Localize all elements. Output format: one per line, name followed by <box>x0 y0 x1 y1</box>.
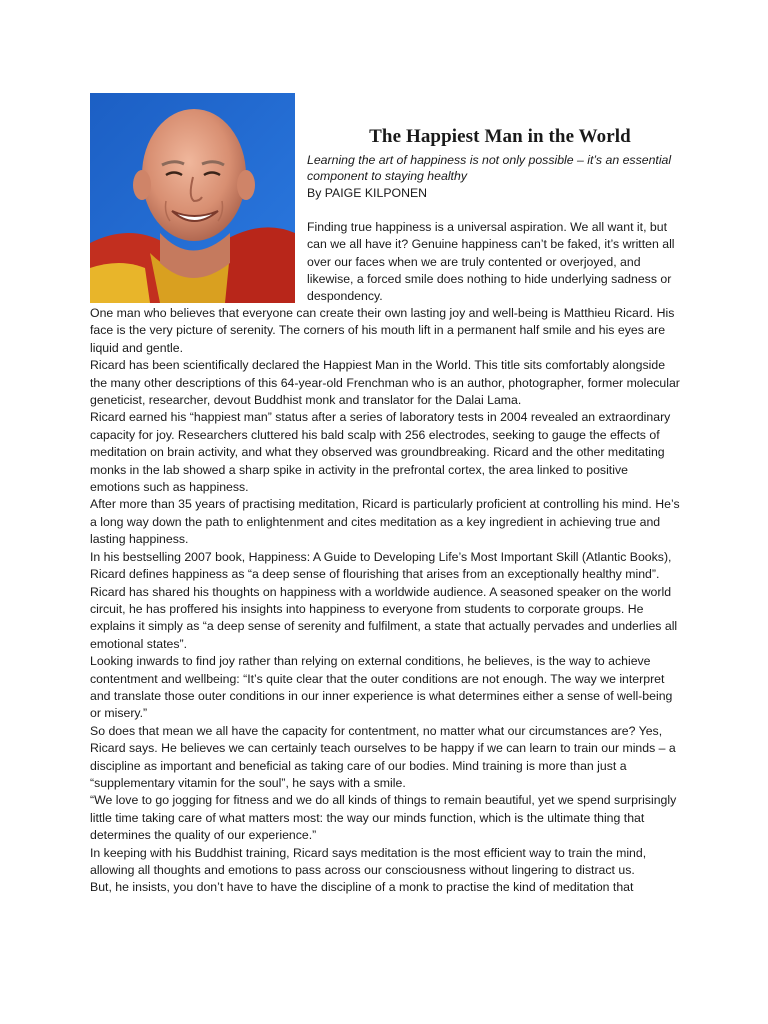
article-title: The Happiest Man in the World <box>369 126 631 147</box>
body-paragraph: After more than 35 years of practising meditation, Ricard is particularly proficient at controlling his mind. He’s a long way down the path to enlightenment and cites meditation as a key ingredient in achieving true and lasting happiness. <box>90 497 680 547</box>
body-paragraph: In keeping with his Buddhist training, Ricard says meditation is the most efficient way to train the mind, allowing all thoughts and emotions to pass across our consciousness without lingering to distract us. <box>90 845 647 877</box>
body-paragraph: Looking inwards to find joy rather than relying on external conditions, he believes, is the way to achieve contentment and wellbeing: “It’s quite clear that the outer conditions are not enough. The way we interpret and translate those outer conditions in our inner experience is what determines either a sense of well-being or misery.” <box>90 654 673 721</box>
portrait-photo <box>90 93 295 303</box>
body-paragraph: Ricard has been scientifically declared the Happiest Man in the World. This title sits comfortably alongside the many other descriptions of this 64-year-old Frenchman who is an author, photographer, former molecular geneticist, researcher, devout Buddhist monk and translator for the Dalai Lama. <box>90 358 680 408</box>
article-body <box>90 305 680 897</box>
article-subtitle: Learning the art of happiness is not only possible – it’s an essential component to staying healthy <box>307 153 672 183</box>
intro-paragraph: Finding true happiness is a universal aspiration. We all want it, but can we all have it? Genuine happiness can’t be faked, it’s written all over our faces when we are truly contented or overjoyed, and likewise, a forced smile does nothing to hide underlying sadness or despondency. <box>307 220 675 304</box>
body-paragraph: In his bestselling 2007 book, Happiness: A Guide to Developing Life’s Most Important Skill (Atlantic Books), Ricard defines happiness as “a deep sense of flourishing that arises from an exceptionally healthy mind”. <box>90 549 672 582</box>
body-paragraph: Ricard earned his “happiest man” status after a series of laboratory tests in 2004 revealed an extraordinary capacity for joy. Researchers cluttered his bald scalp with 256 electrodes, seeking to gauge the effects of meditation on brain activity, and what they observed was groundbreaking. Ricard and the other meditating monks in the lab showed a sharp spike in activity in the prefrontal cortex, the area linked to positive emotions such as happiness. <box>90 410 671 495</box>
body-paragraph: Ricard has shared his thoughts on happiness with a worldwide audience. A seasoned speaker on the world circuit, he has proffered his insights into happiness to everyone from students to corporate groups. He explains it simply as “a deep sense of serenity and fulfilment, a state that actually pervades and underlies all emotional states”. <box>90 584 678 651</box>
body-paragraph: One man who believes that everyone can create their own lasting joy and well-being is Matthieu Ricard. His face is the very picture of serenity. The corners of his mouth lift in a permanent half smile and his eyes are liquid and gentle. <box>90 306 675 355</box>
body-paragraph: “We love to go jogging for fitness and we do all kinds of things to remain beautiful, yet we spend surprisingly little time taking care of what matters most: the way our minds function, which is the ultimate thing that determines the quality of our experience.” <box>90 793 677 843</box>
body-paragraph: So does that mean we all have the capacity for contentment, no matter what our circumstances are? Yes, Ricard says. He believes we can certainly teach ourselves to be happy if we can learn to train our minds – a discipline as important and beneficial as taking care of our bodies. Mind training is more than just a “supplementary vitamin for the soul”, he says with a smile. <box>90 723 676 790</box>
body-paragraph: But, he insists, you don’t have to have the discipline of a monk to practise the kind of meditation that <box>90 880 634 895</box>
article-byline: By PAIGE KILPONEN <box>307 186 428 200</box>
article-header <box>307 126 687 202</box>
